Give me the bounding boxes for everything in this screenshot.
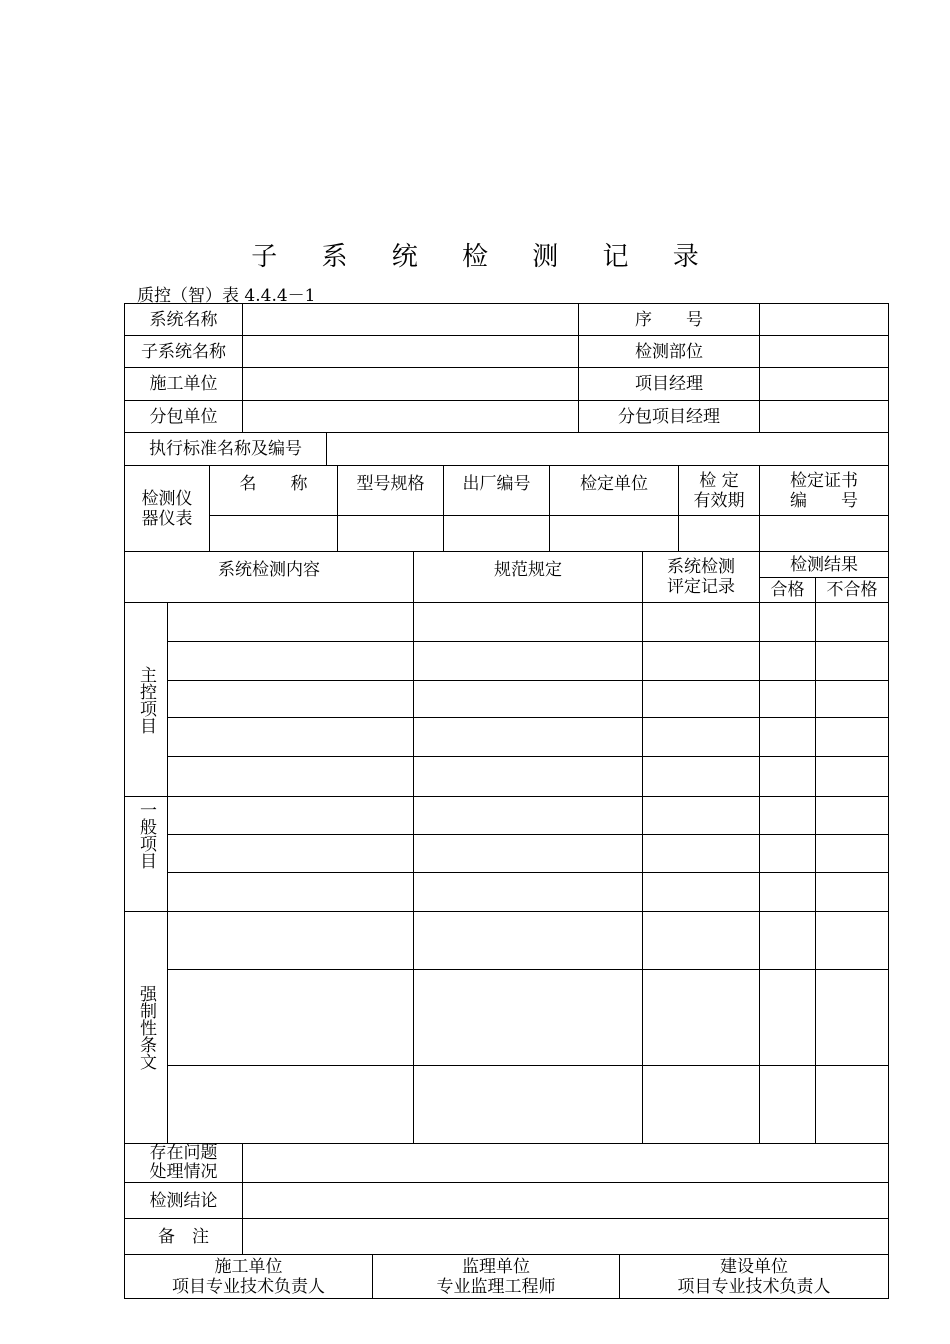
row-5-spec-cell[interactable] — [413, 756, 643, 797]
label-conclusion: 检测结论 — [124, 1182, 243, 1219]
field-project-manager[interactable] — [759, 367, 889, 401]
row-1-record-cell[interactable] — [642, 602, 760, 642]
row-10-fail-cell[interactable] — [815, 969, 889, 1066]
row-9-record-cell[interactable] — [642, 911, 760, 970]
section-general — [124, 796, 168, 912]
row-5-pass-cell[interactable] — [759, 756, 816, 797]
field-issues[interactable] — [242, 1143, 889, 1183]
row-3-pass-cell[interactable] — [759, 680, 816, 718]
label-instruments: 检测仪 器仪表 — [124, 465, 210, 552]
row-6-fail-cell[interactable] — [815, 796, 889, 835]
field-system-name[interactable] — [242, 303, 579, 336]
section-main-control-label: 主控项目 — [136, 665, 156, 734]
row-7-content-cell[interactable] — [167, 834, 414, 873]
col-instrument-verify-unit: 检定单位 — [549, 465, 679, 516]
row-4-pass-cell[interactable] — [759, 717, 816, 757]
col-fail: 不合格 — [815, 577, 889, 603]
row-10-spec-cell[interactable] — [413, 969, 643, 1066]
row-5-record-cell[interactable] — [642, 756, 760, 797]
field-instrument-name[interactable] — [209, 515, 338, 552]
row-8-content-cell[interactable] — [167, 872, 414, 912]
field-sub-project-manager[interactable] — [759, 400, 889, 433]
col-result: 检测结果 — [759, 551, 889, 578]
row-1-fail-cell[interactable] — [815, 602, 889, 642]
row-9-fail-cell[interactable] — [815, 911, 889, 970]
label-remark: 备 注 — [124, 1218, 243, 1255]
label-project-manager: 项目经理 — [578, 367, 760, 401]
row-9-pass-cell[interactable] — [759, 911, 816, 970]
row-2-fail-cell[interactable] — [815, 641, 889, 681]
row-10-content-cell[interactable] — [167, 969, 414, 1066]
field-instrument-validity[interactable] — [678, 515, 760, 552]
field-instrument-model[interactable] — [337, 515, 444, 552]
field-construction-unit[interactable] — [242, 367, 579, 401]
row-8-spec-cell[interactable] — [413, 872, 643, 912]
row-11-content-cell[interactable] — [167, 1065, 414, 1144]
section-mandatory-label: 强制性条文 — [136, 985, 156, 1070]
row-8-record-cell[interactable] — [642, 872, 760, 912]
row-2-pass-cell[interactable] — [759, 641, 816, 681]
field-subsystem-name[interactable] — [242, 335, 579, 368]
row-11-record-cell[interactable] — [642, 1065, 760, 1144]
col-instrument-factory-no: 出厂编号 — [443, 465, 550, 516]
row-7-pass-cell[interactable] — [759, 834, 816, 873]
row-5-content-cell[interactable] — [167, 756, 414, 797]
row-11-pass-cell[interactable] — [759, 1065, 816, 1144]
row-3-spec-cell[interactable] — [413, 680, 643, 718]
row-6-record-cell[interactable] — [642, 796, 760, 835]
field-remark[interactable] — [242, 1218, 889, 1255]
row-2-record-cell[interactable] — [642, 641, 760, 681]
page-title: 子 系 统 检 测 记 录 — [251, 242, 717, 272]
row-7-record-cell[interactable] — [642, 834, 760, 873]
field-subcontractor[interactable] — [242, 400, 579, 433]
row-4-record-cell[interactable] — [642, 717, 760, 757]
field-conclusion[interactable] — [242, 1182, 889, 1219]
row-6-spec-cell[interactable] — [413, 796, 643, 835]
row-7-fail-cell[interactable] — [815, 834, 889, 873]
field-instrument-verify-unit[interactable] — [549, 515, 679, 552]
sign-construction-unit[interactable]: 施工单位 项目专业技术负责人 — [124, 1254, 373, 1299]
row-11-spec-cell[interactable] — [413, 1065, 643, 1144]
row-1-pass-cell[interactable] — [759, 602, 816, 642]
col-instrument-validity: 检 定 有效期 — [678, 465, 760, 516]
row-10-pass-cell[interactable] — [759, 969, 816, 1066]
field-instrument-cert-no[interactable] — [759, 515, 889, 552]
row-9-content-cell[interactable] — [167, 911, 414, 970]
row-2-spec-cell[interactable] — [413, 641, 643, 681]
row-1-spec-cell[interactable] — [413, 602, 643, 642]
row-4-content-cell[interactable] — [167, 717, 414, 757]
label-standard: 执行标准名称及编号 — [124, 432, 327, 466]
field-inspection-location[interactable] — [759, 335, 889, 368]
row-5-fail-cell[interactable] — [815, 756, 889, 797]
label-system-name: 系统名称 — [124, 303, 243, 336]
row-10-record-cell[interactable] — [642, 969, 760, 1066]
field-instrument-factory-no[interactable] — [443, 515, 550, 552]
label-serial-no: 序 号 — [578, 303, 760, 336]
col-instrument-cert-no: 检定证书 编 号 — [759, 465, 889, 516]
row-1-content-cell[interactable] — [167, 602, 414, 642]
label-issues: 存在问题 处理情况 — [124, 1143, 243, 1183]
row-3-content-cell[interactable] — [167, 680, 414, 718]
row-3-fail-cell[interactable] — [815, 680, 889, 718]
row-3-record-cell[interactable] — [642, 680, 760, 718]
row-9-spec-cell[interactable] — [413, 911, 643, 970]
row-11-fail-cell[interactable] — [815, 1065, 889, 1144]
col-inspection-content: 系统检测内容 — [124, 551, 414, 603]
section-mandatory — [124, 911, 168, 1144]
label-construction-unit: 施工单位 — [124, 367, 243, 401]
row-2-content-cell[interactable] — [167, 641, 414, 681]
row-8-pass-cell[interactable] — [759, 872, 816, 912]
col-record: 系统检测 评定记录 — [642, 551, 760, 603]
sign-supervision-unit[interactable]: 监理单位 专业监理工程师 — [372, 1254, 620, 1299]
sign-owner-unit[interactable]: 建设单位 项目专业技术负责人 — [619, 1254, 889, 1299]
label-subsystem-name: 子系统名称 — [124, 335, 243, 368]
col-instrument-name: 名 称 — [209, 465, 338, 516]
field-standard[interactable] — [326, 432, 889, 466]
field-serial-no[interactable] — [759, 303, 889, 336]
row-4-spec-cell[interactable] — [413, 717, 643, 757]
form-number: 质控（智）表 4.4.4－1 — [137, 286, 316, 306]
row-8-fail-cell[interactable] — [815, 872, 889, 912]
row-6-content-cell[interactable] — [167, 796, 414, 835]
row-6-pass-cell[interactable] — [759, 796, 816, 835]
label-sub-project-manager: 分包项目经理 — [578, 400, 760, 433]
section-general-label: 一般项目 — [136, 801, 156, 869]
col-pass: 合格 — [759, 577, 816, 603]
col-instrument-model: 型号规格 — [337, 465, 444, 516]
label-inspection-location: 检测部位 — [578, 335, 760, 368]
section-main-control — [124, 602, 168, 797]
row-4-fail-cell[interactable] — [815, 717, 889, 757]
col-spec: 规范规定 — [413, 551, 643, 603]
row-7-spec-cell[interactable] — [413, 834, 643, 873]
label-subcontractor: 分包单位 — [124, 400, 243, 433]
